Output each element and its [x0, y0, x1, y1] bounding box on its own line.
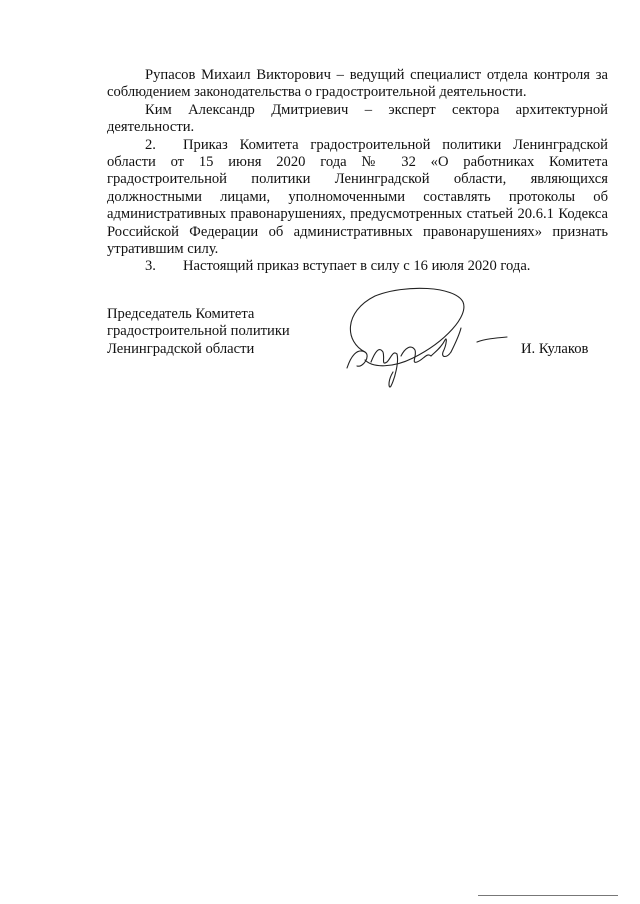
paragraph-kim — [107, 102, 608, 137]
paragraph-item-2 — [107, 137, 608, 259]
signatory-title-line: Председатель Комитета — [107, 306, 255, 322]
signatory-title-line: градостроительной политики — [107, 323, 290, 340]
document-body — [107, 67, 608, 276]
paragraph-text: Приказ Комитета градостроительной политики Ленинградской области от 15 июня 2020 года № 32 «О работниках Комитета градостроительной политики Ленинградской области, являющихся должностными лицами, уполномоченными составлять протоколы об административных правонарушениях, предусмотренных статьей 20.6.1 Кодекса Российской Федерации об административных правонарушениях» признать утратившим силу. — [107, 136, 608, 258]
paragraph-item-3 — [107, 258, 608, 275]
paragraph-rupasov — [107, 67, 608, 102]
paragraph-text: Рупасов Михаил Викторович – ведущий специалист отдела контроля за соблюдением законодательства о градостроительной деятельности. — [107, 67, 608, 101]
signatory-name: И. Кулаков — [521, 341, 589, 357]
item-number: 3. — [145, 258, 156, 275]
paragraph-text: Настоящий приказ вступает в силу с 16 июля 2020 года. — [183, 258, 531, 275]
handwritten-signature — [335, 282, 515, 392]
signatory-title — [107, 306, 327, 358]
signatory-title-line: Ленинградской области — [107, 340, 255, 357]
paragraph-text: Ким Александр Дмитриевич – эксперт сектора архитектурной деятельности. — [107, 101, 608, 136]
footer-rule — [478, 895, 618, 896]
item-number: 2. — [145, 136, 156, 153]
